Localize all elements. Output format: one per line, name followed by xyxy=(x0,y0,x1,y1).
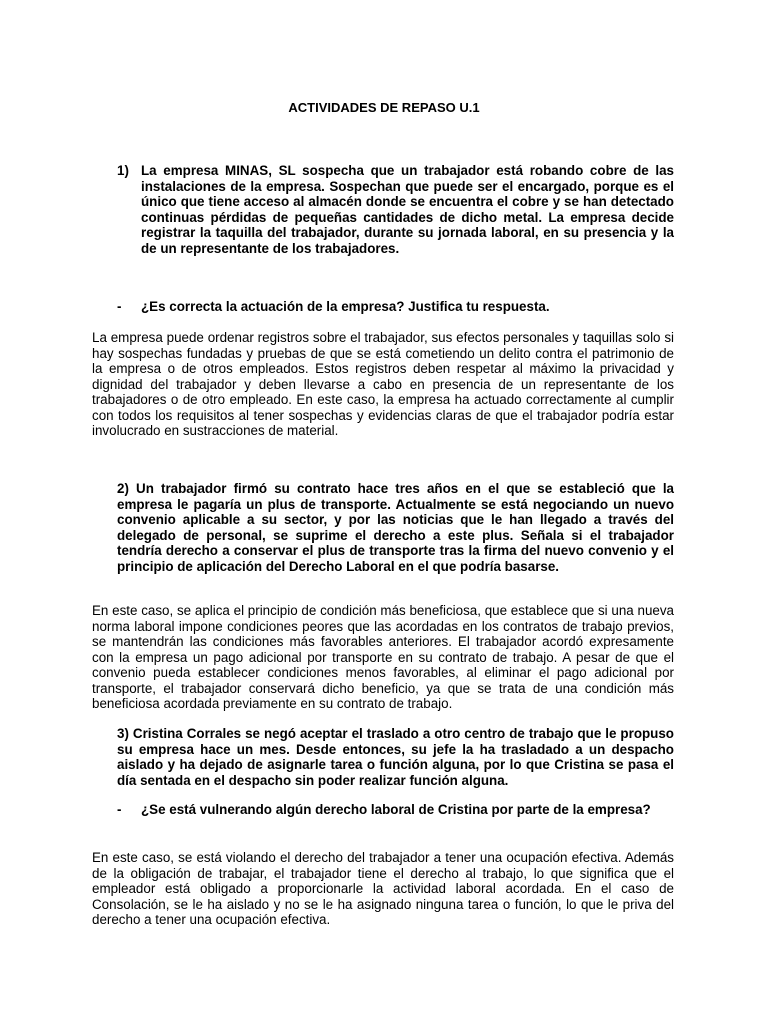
question-3-sub-marker: - xyxy=(117,802,122,817)
question-1 xyxy=(117,163,674,256)
question-2: 2) Un trabajador firmó su contrato hace tres años en el que se estableció que la empresa le pagaría un plus de transporte. Actualmente se está negociando un nuevo convenio aplicable a su sector, y por las noticias que le han llegado a través del delegado de personal, se suprime el derecho a este plus. Señala si el trabajador tendría derecho a conservar el plus de transporte tras la firma del nuevo convenio y el principio de aplicación del Derecho Laboral en el que podría basarse. xyxy=(117,481,674,574)
question-1-subquestion xyxy=(117,299,674,315)
question-3-sub-text: ¿Se está vulnerando algún derecho laboral de Cristina por parte de la empresa? xyxy=(141,802,651,817)
page-title: ACTIVIDADES DE REPASO U.1 xyxy=(288,100,480,115)
answer-2: En este caso, se aplica el principio de condición más beneficiosa, que establece que si una nueva norma laboral impone condiciones peores que las acordadas en los contratos de trabajo previos, se mantendrán las condiciones más favorables anteriores. El trabajador acordó expresamente con la empresa un pago adicional por transporte en su contrato de trabajo. A pesar de que el convenio pueda establecer condiciones menos favorables, al eliminar el pago adicional por transporte, el trabajador conservará dicho beneficio, ya que se trata de una condición más beneficiosa acordada previamente en su contrato de trabajo. xyxy=(92,603,674,711)
question-1-number: 1) xyxy=(117,163,129,178)
question-3-subquestion xyxy=(117,802,674,818)
question-1-sub-marker: - xyxy=(117,299,122,314)
question-1-sub-text: ¿Es correcta la actuación de la empresa? Justifica tu respuesta. xyxy=(141,299,550,314)
answer-3: En este caso, se está violando el derecho del trabajador a tener una ocupación efectiva. Además de la obligación de trabajar, el trabajador tiene el derecho al trabajo, lo que significa que el empleador está obligado a proporcionarle la actividad laboral acordada. En el caso de Consolación, se le ha aislado y no se le ha asignado ninguna tarea o función, lo que le priva del derecho a tener una ocupación efectiva. xyxy=(92,850,674,927)
question-1-text: La empresa MINAS, SL sospecha que un trabajador está robando cobre de las instalaciones de la empresa. Sospechan que puede ser el encargado, porque es el único que tiene acceso al almacén donde se encuentra el cobre y se han detectado continuas pérdidas de pequeñas cantidades de dicho metal. La empresa decide registrar la taquilla del trabajador, durante su jornada laboral, en su presencia y la de un representante de los trabajadores. xyxy=(141,163,674,256)
answer-1: La empresa puede ordenar registros sobre el trabajador, sus efectos personales y taquillas solo si hay sospechas fundadas y pruebas de que se está cometiendo un delito contra el patrimonio de la empresa o de otros empleados. Estos registros deben respetar al máximo la privacidad y dignidad del trabajador y deben llevarse a cabo en presencia de un representante de los trabajadores o de otro empleado. En este caso, la empresa ha actuado correctamente al cumplir con todos los requisitos al tener sospechas y evidencias claras de que el trabajador podría estar involucrado en sustracciones de material. xyxy=(92,330,674,438)
question-3: 3) Cristina Corrales se negó aceptar el traslado a otro centro de trabajo que le propuso su empresa hace un mes. Desde entonces, su jefe la ha trasladado a un despacho aislado y ha dejado de asignarle tarea o función alguna, por lo que Cristina se pasa el día sentada en el despacho sin poder realizar función alguna. xyxy=(117,726,674,788)
